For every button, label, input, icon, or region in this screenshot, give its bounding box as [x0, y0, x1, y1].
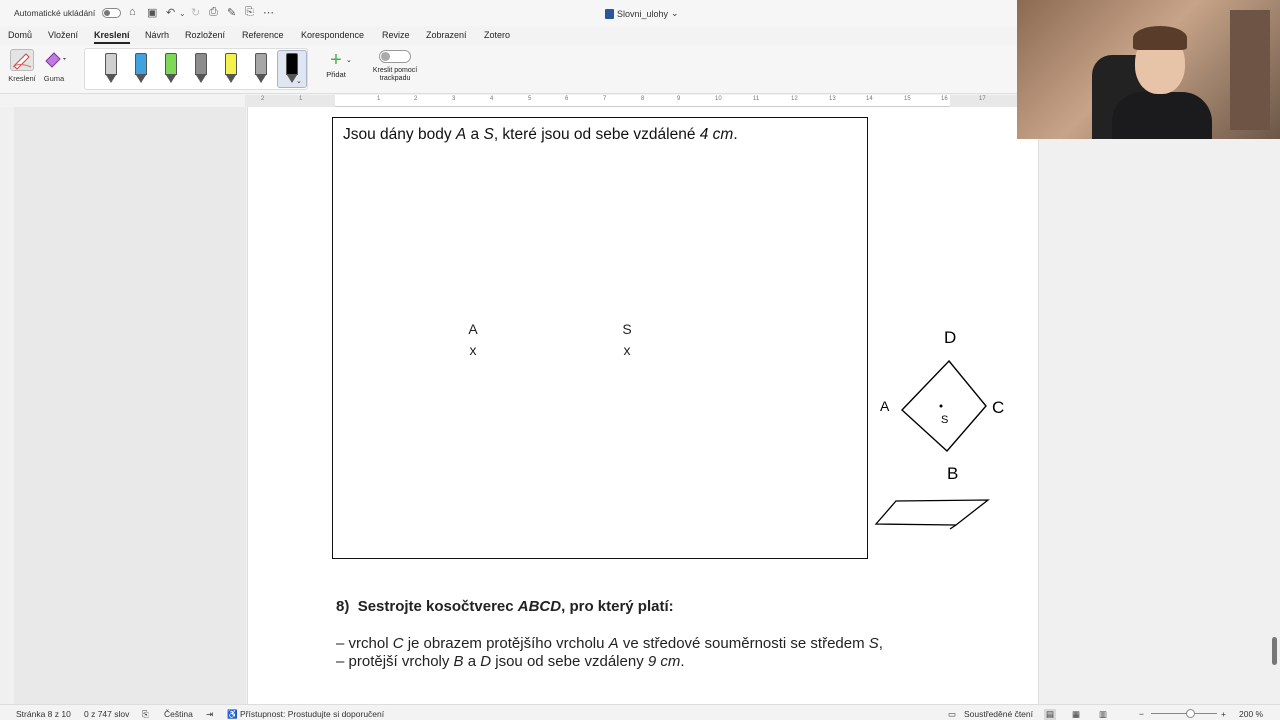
pen-green[interactable] — [165, 53, 177, 85]
undo-dropdown-icon[interactable]: ⌄ — [179, 9, 186, 18]
tab-references[interactable]: Reference — [242, 30, 284, 40]
tab-zotero[interactable]: Zotero — [484, 30, 511, 40]
tab-view[interactable]: Zobrazení — [426, 30, 467, 40]
highlighter-yellow[interactable] — [225, 53, 237, 85]
ruler-number: 4 — [490, 96, 494, 102]
sketch-label-d: D — [944, 328, 957, 347]
pen-gray[interactable] — [105, 53, 117, 85]
point-s-mark: x — [623, 342, 631, 358]
condition-line-2 — [336, 653, 685, 670]
trackpad-label-1: Kreslit pomocí — [372, 67, 418, 74]
line-text: – protější vrcholy — [336, 653, 454, 670]
ruler-number: 9 — [677, 96, 681, 102]
line-text: , — [878, 635, 883, 652]
customize-icon[interactable]: ⎘ — [245, 6, 254, 18]
document-title[interactable] — [605, 8, 679, 19]
ruler-number: 11 — [753, 96, 760, 102]
line-text: – vrchol — [336, 635, 393, 652]
task-text-part: a — [466, 126, 484, 143]
draw-pen-icon[interactable]: ✎ — [227, 7, 237, 19]
eraser-label: Guma — [43, 74, 65, 83]
webcam-person-hair — [1133, 26, 1187, 50]
ruler-margin-left — [245, 95, 335, 107]
task-text-part: . — [733, 126, 738, 143]
ruler-number: 10 — [715, 96, 722, 102]
tab-review[interactable]: Revize — [382, 30, 410, 40]
task-var-s: S — [483, 126, 494, 143]
print-icon[interactable]: ⎙ — [209, 6, 218, 18]
autosave-label: Automatické ukládání — [14, 8, 96, 18]
focus-mode[interactable]: Soustředěné čtení — [964, 709, 1033, 719]
focus-icon[interactable]: ▭ — [948, 709, 957, 719]
sketch-rhombus — [902, 361, 986, 451]
ruler-number: 6 — [565, 96, 569, 102]
zoom-in-icon[interactable]: + — [1221, 709, 1226, 719]
ruler-number: 12 — [791, 96, 798, 102]
pen-options-chevron-icon[interactable]: ⌄ — [296, 78, 302, 85]
question-text: Sestrojte kosočtverec — [357, 598, 518, 615]
eraser-icon — [42, 49, 66, 71]
line-text: ve středové souměrnosti se středem — [618, 635, 869, 652]
tab-design[interactable]: Návrh — [145, 30, 170, 40]
document-area — [0, 107, 1280, 704]
add-pen-button[interactable] — [322, 50, 350, 79]
more-icon[interactable]: ⋯ — [263, 7, 274, 19]
redo-icon[interactable]: ↻ — [191, 7, 201, 19]
line-text: je obrazem protějšího vrcholu — [403, 635, 609, 652]
ruler-number: 7 — [603, 96, 607, 102]
point-s-label: S — [622, 321, 632, 337]
zoom-level[interactable]: 200 % — [1239, 709, 1264, 719]
trackpad-toggle-switch[interactable] — [379, 50, 411, 63]
outline-view-icon[interactable]: ▥ — [1099, 709, 1108, 719]
line-text: a — [463, 653, 481, 670]
vertical-scrollbar-thumb[interactable] — [1272, 637, 1277, 665]
pen-silver[interactable] — [255, 53, 267, 85]
word-doc-icon — [605, 9, 614, 19]
line-var: D — [480, 653, 492, 670]
task-text-part: , které jsou od sebe vzdálené — [493, 126, 700, 143]
home-icon[interactable]: ⌂ — [129, 6, 136, 18]
zoom-out-icon[interactable]: − — [1139, 709, 1144, 719]
text-predictions-icon[interactable]: ⇥ — [206, 709, 214, 719]
draw-tool-icon — [10, 49, 34, 71]
zoom-slider-knob[interactable] — [1186, 709, 1195, 718]
question-text: , pro který platí: — [561, 598, 674, 615]
trackpad-label-2: trackpadu — [379, 75, 411, 82]
autosave-toggle[interactable] — [102, 8, 121, 18]
add-pen-label: Přidat — [326, 70, 346, 79]
left-canvas-area — [14, 107, 246, 704]
page-count[interactable]: Stránka 8 z 10 — [16, 709, 71, 719]
ruler-number: 13 — [829, 96, 836, 102]
draw-with-trackpad-toggle[interactable] — [368, 50, 422, 83]
line-text: jsou od sebe vzdáleny — [491, 653, 648, 670]
sketch-label-c: C — [992, 398, 1005, 417]
drawing-box[interactable] — [332, 117, 868, 559]
webcam-person-torso — [1112, 92, 1212, 139]
ruler-number: 16 — [941, 96, 948, 102]
eraser-button[interactable] — [36, 49, 72, 91]
ribbon-tabs — [0, 26, 1020, 46]
webcam-background-shelf — [1230, 10, 1270, 130]
line-var: S — [868, 635, 879, 652]
plus-icon: + — [330, 49, 342, 71]
tab-layout[interactable]: Rozložení — [185, 30, 226, 40]
line-var: B — [453, 653, 464, 670]
point-a-label: A — [468, 321, 478, 337]
line-var: 9 cm — [647, 653, 681, 670]
tab-mailings[interactable]: Korespondence — [301, 30, 365, 40]
hand-drawn-rhombus-sketch — [870, 327, 1020, 547]
language[interactable]: Čeština — [164, 709, 193, 719]
save-icon[interactable]: ▣ — [147, 7, 158, 19]
ruler-number: 1 — [299, 96, 303, 102]
sketch-parallelogram — [876, 500, 988, 525]
undo-icon[interactable]: ↶ — [166, 7, 176, 19]
pen-dark-gray[interactable] — [195, 53, 207, 85]
accessibility-icon[interactable]: ♿ — [227, 709, 238, 719]
condition-line-1 — [336, 635, 883, 652]
proofing-icon[interactable]: ⎘ — [142, 709, 149, 719]
sketch-label-s: S — [941, 414, 949, 426]
ruler-number: 8 — [641, 96, 645, 102]
line-var: C — [392, 635, 404, 652]
ruler-number: 2 — [261, 96, 265, 102]
ruler-number: 17 — [979, 96, 986, 102]
accessibility-status[interactable]: Přístupnost: Prostudujte si doporučení — [240, 709, 385, 719]
task-statement — [343, 126, 738, 144]
task-text-part: Jsou dány body — [343, 126, 456, 143]
task-distance: 4 cm — [699, 126, 734, 143]
status-bar — [0, 704, 1280, 720]
webcam-overlay — [1017, 0, 1280, 139]
ruler-number: 15 — [904, 96, 911, 102]
tab-insert[interactable]: Vložení — [48, 30, 79, 40]
task-var-a: A — [455, 126, 467, 143]
question-abcd: ABCD — [517, 598, 562, 615]
horizontal-ruler[interactable] — [245, 95, 1020, 107]
line-var: A — [608, 635, 619, 652]
document-name: Slovni_ulohy — [617, 8, 669, 19]
pen-black-selected[interactable] — [277, 50, 307, 88]
ruler-number: 1 — [377, 96, 381, 102]
point-a-mark: x — [469, 342, 477, 358]
pen-gallery — [84, 48, 308, 90]
draw-tool-button[interactable] — [4, 49, 40, 91]
line-text: . — [680, 653, 685, 670]
pen-blue[interactable] — [135, 53, 147, 85]
zoom-slider-track[interactable] — [1151, 713, 1217, 714]
tab-home[interactable]: Domů — [8, 30, 33, 40]
sketch-label-b: B — [947, 464, 959, 483]
ruler-number: 14 — [866, 96, 873, 102]
tab-draw[interactable]: Kreslení — [94, 30, 130, 40]
sketch-label-a: A — [880, 398, 890, 414]
ruler-number: 5 — [528, 96, 532, 102]
question-number: 8) — [336, 598, 350, 615]
ruler-number: 3 — [452, 96, 456, 102]
sketch-center-dot — [940, 405, 943, 408]
draw-tool-label: Kreslení — [8, 74, 36, 83]
chevron-down-icon: ⌄ — [671, 8, 679, 18]
question-8-heading — [336, 598, 674, 615]
add-chevron-icon: ⌄ — [346, 57, 352, 64]
web-layout-view-icon[interactable]: ▦ — [1072, 709, 1081, 719]
ruler-number: 2 — [414, 96, 418, 102]
print-layout-view-icon[interactable]: ▤ — [1046, 709, 1055, 719]
word-count[interactable]: 0 z 747 slov — [84, 709, 130, 719]
